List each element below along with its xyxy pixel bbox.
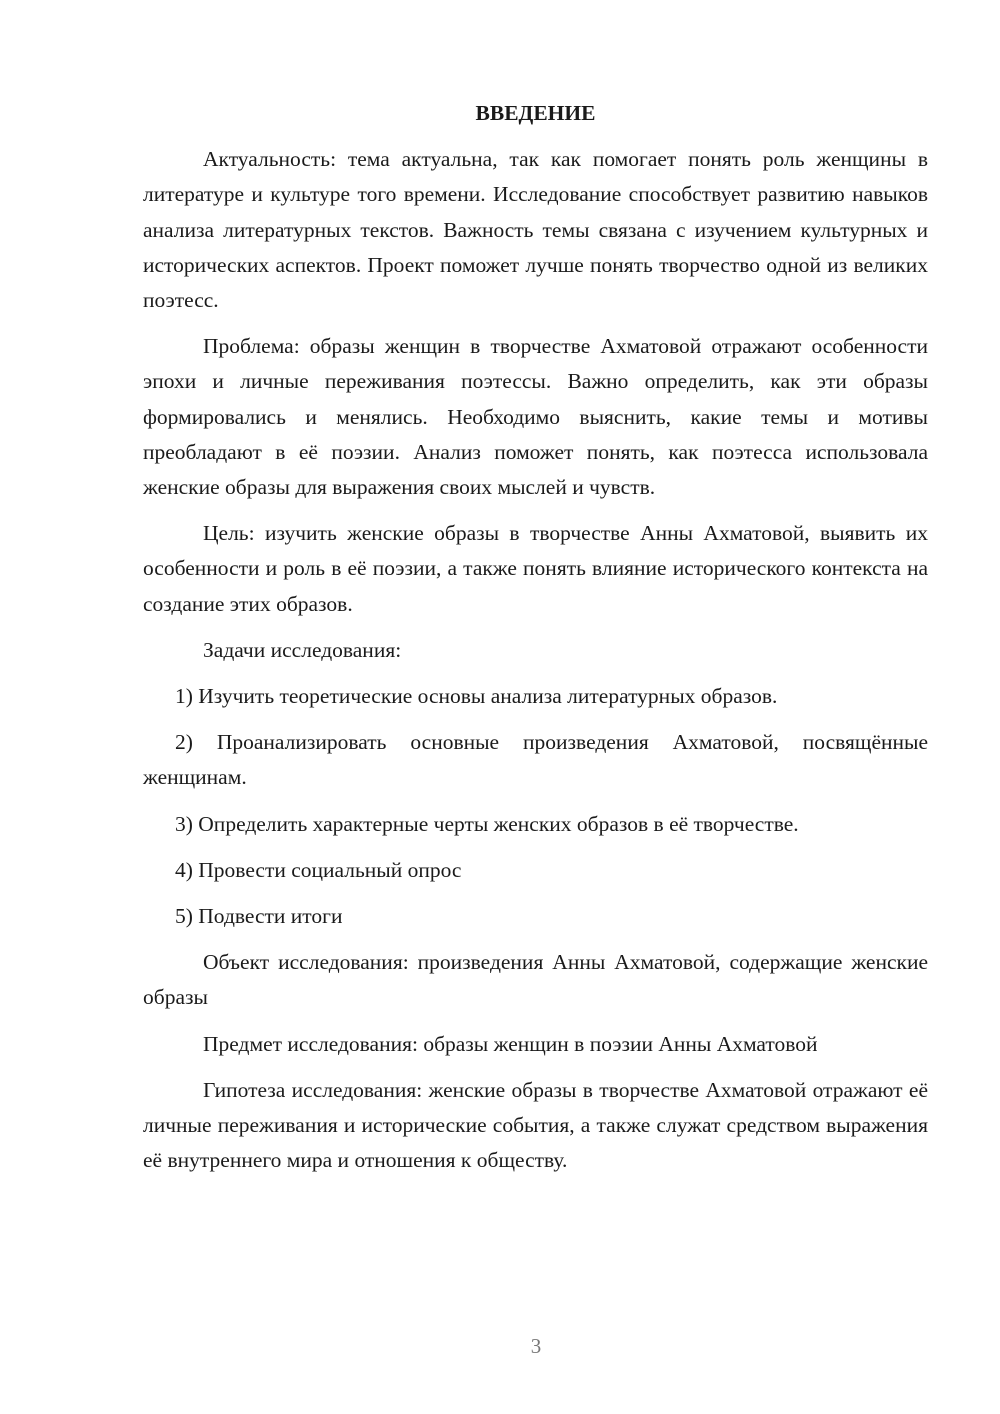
task-item-3: 3) Определить характерные черты женских образов в её творчестве. xyxy=(175,811,799,836)
task-item-2: 2) Проанализировать основные произведения Ахматовой, посвящённые женщинам. xyxy=(143,730,928,790)
task-item-5: 5) Подвести итоги xyxy=(175,904,343,929)
page-content xyxy=(143,96,928,1189)
object-paragraph: Объект исследования: произведения Анны Ахматовой, содержащие женские образы xyxy=(143,950,928,1010)
subject-paragraph: Предмет исследования: образы женщин в поэзии Анны Ахматовой xyxy=(203,1031,818,1056)
hypothesis-paragraph: Гипотеза исследования: женские образы в творчестве Ахматовой отражают её личные переживания и исторические события, а также служат средством выражения её внутреннего мира и отношения к обществу. xyxy=(143,1077,928,1173)
tasks-heading: Задачи исследования: xyxy=(203,637,402,662)
problem-paragraph: Проблема: образы женщин в творчестве Ахматовой отражают особенности эпохи и личные переживания поэтессы. Важно определить, как эти образы формировались и менялись. Необходимо выяснить, какие темы и мотивы преобладают в её поэзии. Анализ поможет понять, как поэтесса использовала женские образы для выражения своих мыслей и чувств. xyxy=(143,334,928,500)
goal-paragraph: Цель: изучить женские образы в творчестве Анны Ахматовой, выявить их особенности и роль в её поэзии, а также понять влияние исторического контекста на создание этих образов. xyxy=(143,521,928,616)
section-title: ВВЕДЕНИЕ xyxy=(475,101,596,125)
page-number: 3 xyxy=(530,1334,542,1358)
task-item-4: 4) Провести социальный опрос xyxy=(175,857,462,882)
task-item-1: 1) Изучить теоретические основы анализа литературных образов. xyxy=(175,684,778,709)
relevance-paragraph: Актуальность: тема актуальна, так как помогает понять роль женщины в литературе и культуре того времени. Исследование способствует развитию навыков анализа литературных текстов. Важность темы связана с изучением культурных и исторических аспектов. Проект поможет лучше понять творчество одной из великих поэтесс. xyxy=(143,147,928,313)
